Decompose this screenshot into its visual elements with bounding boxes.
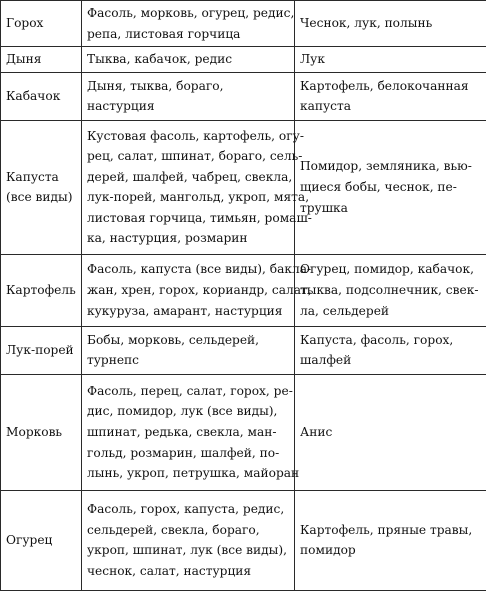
plant-name: (все виды) [6, 187, 77, 208]
good-neighbors-line: чеснок, салат, настурция [87, 561, 290, 582]
bad-neighbors-cell [295, 374, 486, 490]
good-neighbors-line: турнепс [87, 350, 290, 371]
bad-neighbors-line: Огурец, помидор, кабачок, [300, 259, 482, 280]
plant-name: Капуста [6, 167, 77, 188]
plant-name: Кабачок [6, 86, 77, 107]
good-neighbors-line: ка, настурция, розмарин [87, 228, 290, 249]
good-neighbors-line: Фасоль, морковь, огурец, редис, [87, 3, 290, 24]
bad-neighbors-line: Картофель, белокочанная [300, 76, 482, 97]
bad-neighbors-line: Помидор, земляника, вью- [300, 156, 482, 177]
good-neighbors-line: кукуруза, амарант, настурция [87, 301, 290, 322]
good-neighbors-cell [82, 254, 295, 326]
good-neighbors-line: дерей, шалфей, чабрец, свекла, [87, 167, 290, 188]
plant-name: Дыня [6, 49, 77, 70]
plant-name: Горох [6, 13, 77, 34]
bad-neighbors-line: щиеся бобы, чеснок, пе- [300, 177, 482, 198]
table-row [1, 254, 486, 326]
table-row [1, 120, 486, 254]
bad-neighbors-cell [295, 120, 486, 254]
good-neighbors-line: жан, хрен, горох, кориандр, салат, [87, 280, 290, 301]
good-neighbors-line: Фасоль, перец, салат, горох, ре- [87, 381, 290, 402]
bad-neighbors-cell [295, 254, 486, 326]
good-neighbors-line: Дыня, тыква, бораго, [87, 76, 290, 97]
bad-neighbors-line: ла, сельдерей [300, 301, 482, 322]
table-row [1, 374, 486, 490]
plant-name: Огурец [6, 530, 77, 551]
table-row [1, 47, 486, 73]
plant-cell [1, 1, 82, 47]
bad-neighbors-line: Чеснок, лук, полынь [300, 13, 482, 34]
good-neighbors-line: Фасоль, капуста (все виды), бакла- [87, 259, 290, 280]
bad-neighbors-cell [295, 326, 486, 374]
bad-neighbors-line: трушка [300, 198, 482, 219]
plant-cell [1, 72, 82, 120]
table-row [1, 326, 486, 374]
bad-neighbors-cell [295, 72, 486, 120]
good-neighbors-cell [82, 326, 295, 374]
good-neighbors-cell [82, 72, 295, 120]
good-neighbors-line: шпинат, редька, свекла, ман- [87, 422, 290, 443]
bad-neighbors-line: капуста [300, 96, 482, 117]
plant-name: Картофель [6, 280, 77, 301]
plant-name: Лук-порей [6, 340, 77, 361]
plant-cell [1, 326, 82, 374]
plant-cell [1, 47, 82, 73]
table-row [1, 1, 486, 47]
bad-neighbors-line: Картофель, пряные травы, [300, 520, 482, 541]
good-neighbors-line: Тыква, кабачок, редис [87, 49, 290, 70]
good-neighbors-line: дис, помидор, лук (все виды), [87, 401, 290, 422]
table-row [1, 72, 486, 120]
good-neighbors-line: Фасоль, горох, капуста, редис, [87, 499, 290, 520]
good-neighbors-line: лук-порей, мангольд, укроп, мята, [87, 187, 290, 208]
plant-cell [1, 374, 82, 490]
good-neighbors-cell [82, 490, 295, 590]
good-neighbors-line: рец, салат, шпинат, бораго, сель- [87, 146, 290, 167]
good-neighbors-line: лынь, укроп, петрушка, майоран [87, 463, 290, 484]
bad-neighbors-cell [295, 47, 486, 73]
good-neighbors-line: укроп, шпинат, лук (все виды), [87, 540, 290, 561]
bad-neighbors-cell [295, 1, 486, 47]
plant-name: Морковь [6, 422, 77, 443]
bad-neighbors-line: Лук [300, 49, 482, 70]
plant-cell [1, 490, 82, 590]
good-neighbors-cell [82, 120, 295, 254]
plant-cell [1, 254, 82, 326]
table-row [1, 490, 486, 590]
bad-neighbors-line: Капуста, фасоль, горох, [300, 330, 482, 351]
good-neighbors-line: сельдерей, свекла, бораго, [87, 520, 290, 541]
bad-neighbors-line: тыква, подсолнечник, свек- [300, 280, 482, 301]
good-neighbors-cell [82, 374, 295, 490]
bad-neighbors-cell [295, 490, 486, 590]
good-neighbors-cell [82, 47, 295, 73]
good-neighbors-line: Кустовая фасоль, картофель, огу- [87, 126, 290, 147]
good-neighbors-line: настурция [87, 96, 290, 117]
table-body [1, 1, 486, 591]
plant-cell [1, 120, 82, 254]
good-neighbors-line: гольд, розмарин, шалфей, по- [87, 443, 290, 464]
good-neighbors-line: репа, листовая горчица [87, 24, 290, 45]
good-neighbors-line: Бобы, морковь, сельдерей, [87, 330, 290, 351]
bad-neighbors-line: помидор [300, 540, 482, 561]
bad-neighbors-line: шалфей [300, 350, 482, 371]
good-neighbors-line: листовая горчица, тимьян, ромаш- [87, 208, 290, 229]
good-neighbors-cell [82, 1, 295, 47]
bad-neighbors-line: Анис [300, 422, 482, 443]
